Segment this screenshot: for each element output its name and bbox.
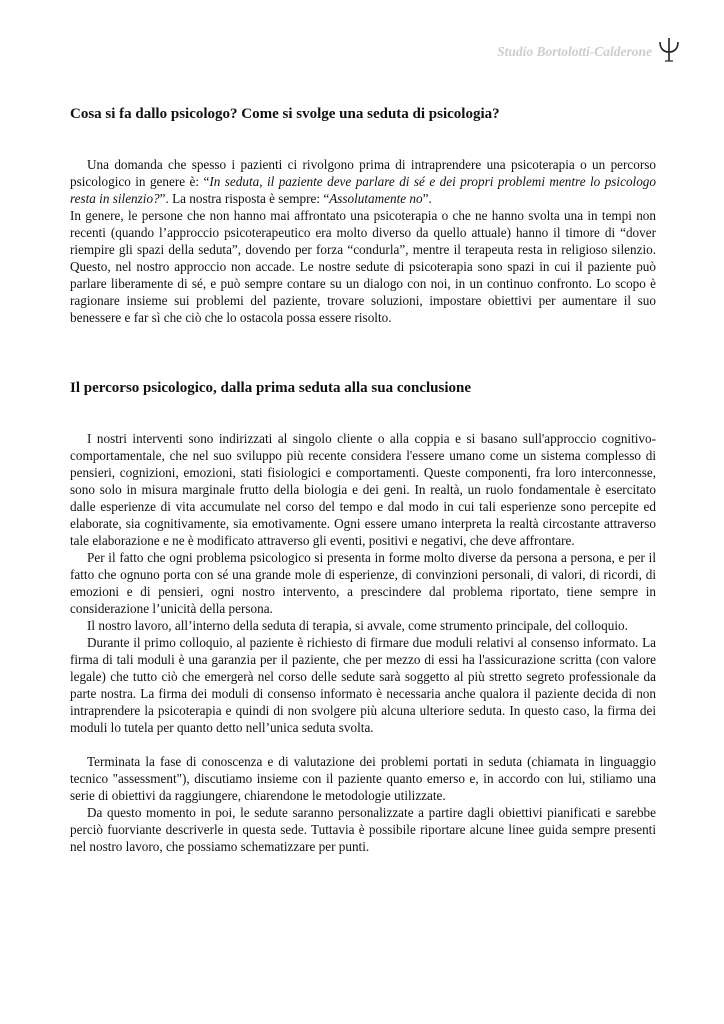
section-2-paragraph-6: Da questo momento in poi, le sedute saranno personalizzate a partire dagli obiettivi pianificati e sarebbe perciò fuorviante descriverle in questa sede. Tuttavia è possibile riportare alcune linee guida sempre presenti nel nostro lavoro, che possiamo schematizzare per punti. xyxy=(70,805,656,854)
studio-name: Studio Bortolotti-Calderone xyxy=(497,44,652,59)
section-1-paragraph-1: Una domanda che spesso i pazienti ci rivolgono prima di intraprendere una psicoterapia o un percorso psicologico in genere è: “In seduta, il paziente deve parlare di sé e dei propri problemi mentre lo psicologo resta in silenzio?”. La nostra risposta è sempre: “Assolutamente no”. xyxy=(70,157,656,206)
section-2-paragraph-4: Durante il primo colloquio, al paziente è richiesto di firmare due moduli relativi al consenso informato. La firma di tali moduli è una garanzia per il paziente, che per mezzo di essi ha l'assicurazione scritta (con valore legale) che tutto ciò che emergerà nel corso delle sedute sarà soggetto al più stretto segreto professionale da parte nostra. La firma dei moduli di consenso informato è necessaria anche qualora il paziente decida di non intraprendere la psicoterapia e quindi di non svolgere più alcuna ulteriore seduta. In questo caso, la firma dei moduli lo tutela per quanto detto nell’unica seduta svolta. xyxy=(70,635,656,735)
section-2-heading: Il percorso psicologico, dalla prima seduta alla sua conclusione xyxy=(70,380,471,396)
document-body xyxy=(70,104,656,855)
section-2-paragraph-1: I nostri interventi sono indirizzati al singolo cliente o alla coppia e si basano sull'approccio cognitivo-comportamentale, che nel suo sviluppo più recente considera l'essere umano come un sistema complesso di pensieri, cognizioni, emozioni, stati fisiologici e comportamenti. Queste componenti, fra loro interconnesse, sono solo in misura marginale frutto della biologia e dei geni. In realtà, un ruolo fondamentale è esercitato dalle esperienze di vita accumulate nel corso del tempo e dal modo in cui tali esperienze sono percepite ed elaborate, sia cognitivamente, sia emotivamente. Ogni essere umano interpreta la realtà circostante attraverso tale elaborazione e ne è modificato attraverso gli eventi, positivi e negativi, che deve affrontare. xyxy=(70,431,656,548)
page-header xyxy=(497,36,680,62)
section-2-paragraph-5: Terminata la fase di conoscenza e di valutazione dei problemi portati in seduta (chiamata in linguaggio tecnico "assessment"), discutiamo insieme con il paziente quanto emerso e, in accordo con lui, stiliamo una serie di obiettivi da raggiungere, chiarendone le metodologie utilizzate. xyxy=(70,754,656,803)
psi-icon xyxy=(658,36,680,62)
section-2-paragraph-2: Per il fatto che ogni problema psicologico si presenta in forme molto diverse da persona a persona, e per il fatto che ognuno porta con sé una grande mole di esperienze, di convinzioni personali, di valori, di ricordi, di emozioni e di pensieri, ogni nostro intervento, a prescindere dal problema riportato, tiene sempre in considerazione l’unicità della persona. xyxy=(70,550,656,616)
section-1-paragraph-2: In genere, le persone che non hanno mai affrontato una psicoterapia o che ne hanno svolta una in tempi non recenti (quando l’approccio psicoterapeutico era molto diverso da quello attuale) hanno il timore di “dover riempire gli spazi della seduta”, dovendo per forza “condurla”, mentre il terapeuta resta in religioso silenzio. Questo, nel nostro approccio non accade. Le nostre sedute di psicoterapia sono spazi in cui il paziente può parlare liberamente di sé, e può sempre contare su un dialogo con noi, in un continuo confronto. Lo scopo è ragionare insieme sui problemi del paziente, trovare soluzioni, impostare obiettivi per aumentare il suo benessere e far sì che ciò che lo ostacola possa essere risolto. xyxy=(70,208,656,325)
section-1-heading: Cosa si fa dallo psicologo? Come si svolge una seduta di psicologia? xyxy=(70,106,500,122)
section-2-paragraph-3: Il nostro lavoro, all’interno della seduta di terapia, si avvale, come strumento principale, del colloquio. xyxy=(87,618,628,633)
